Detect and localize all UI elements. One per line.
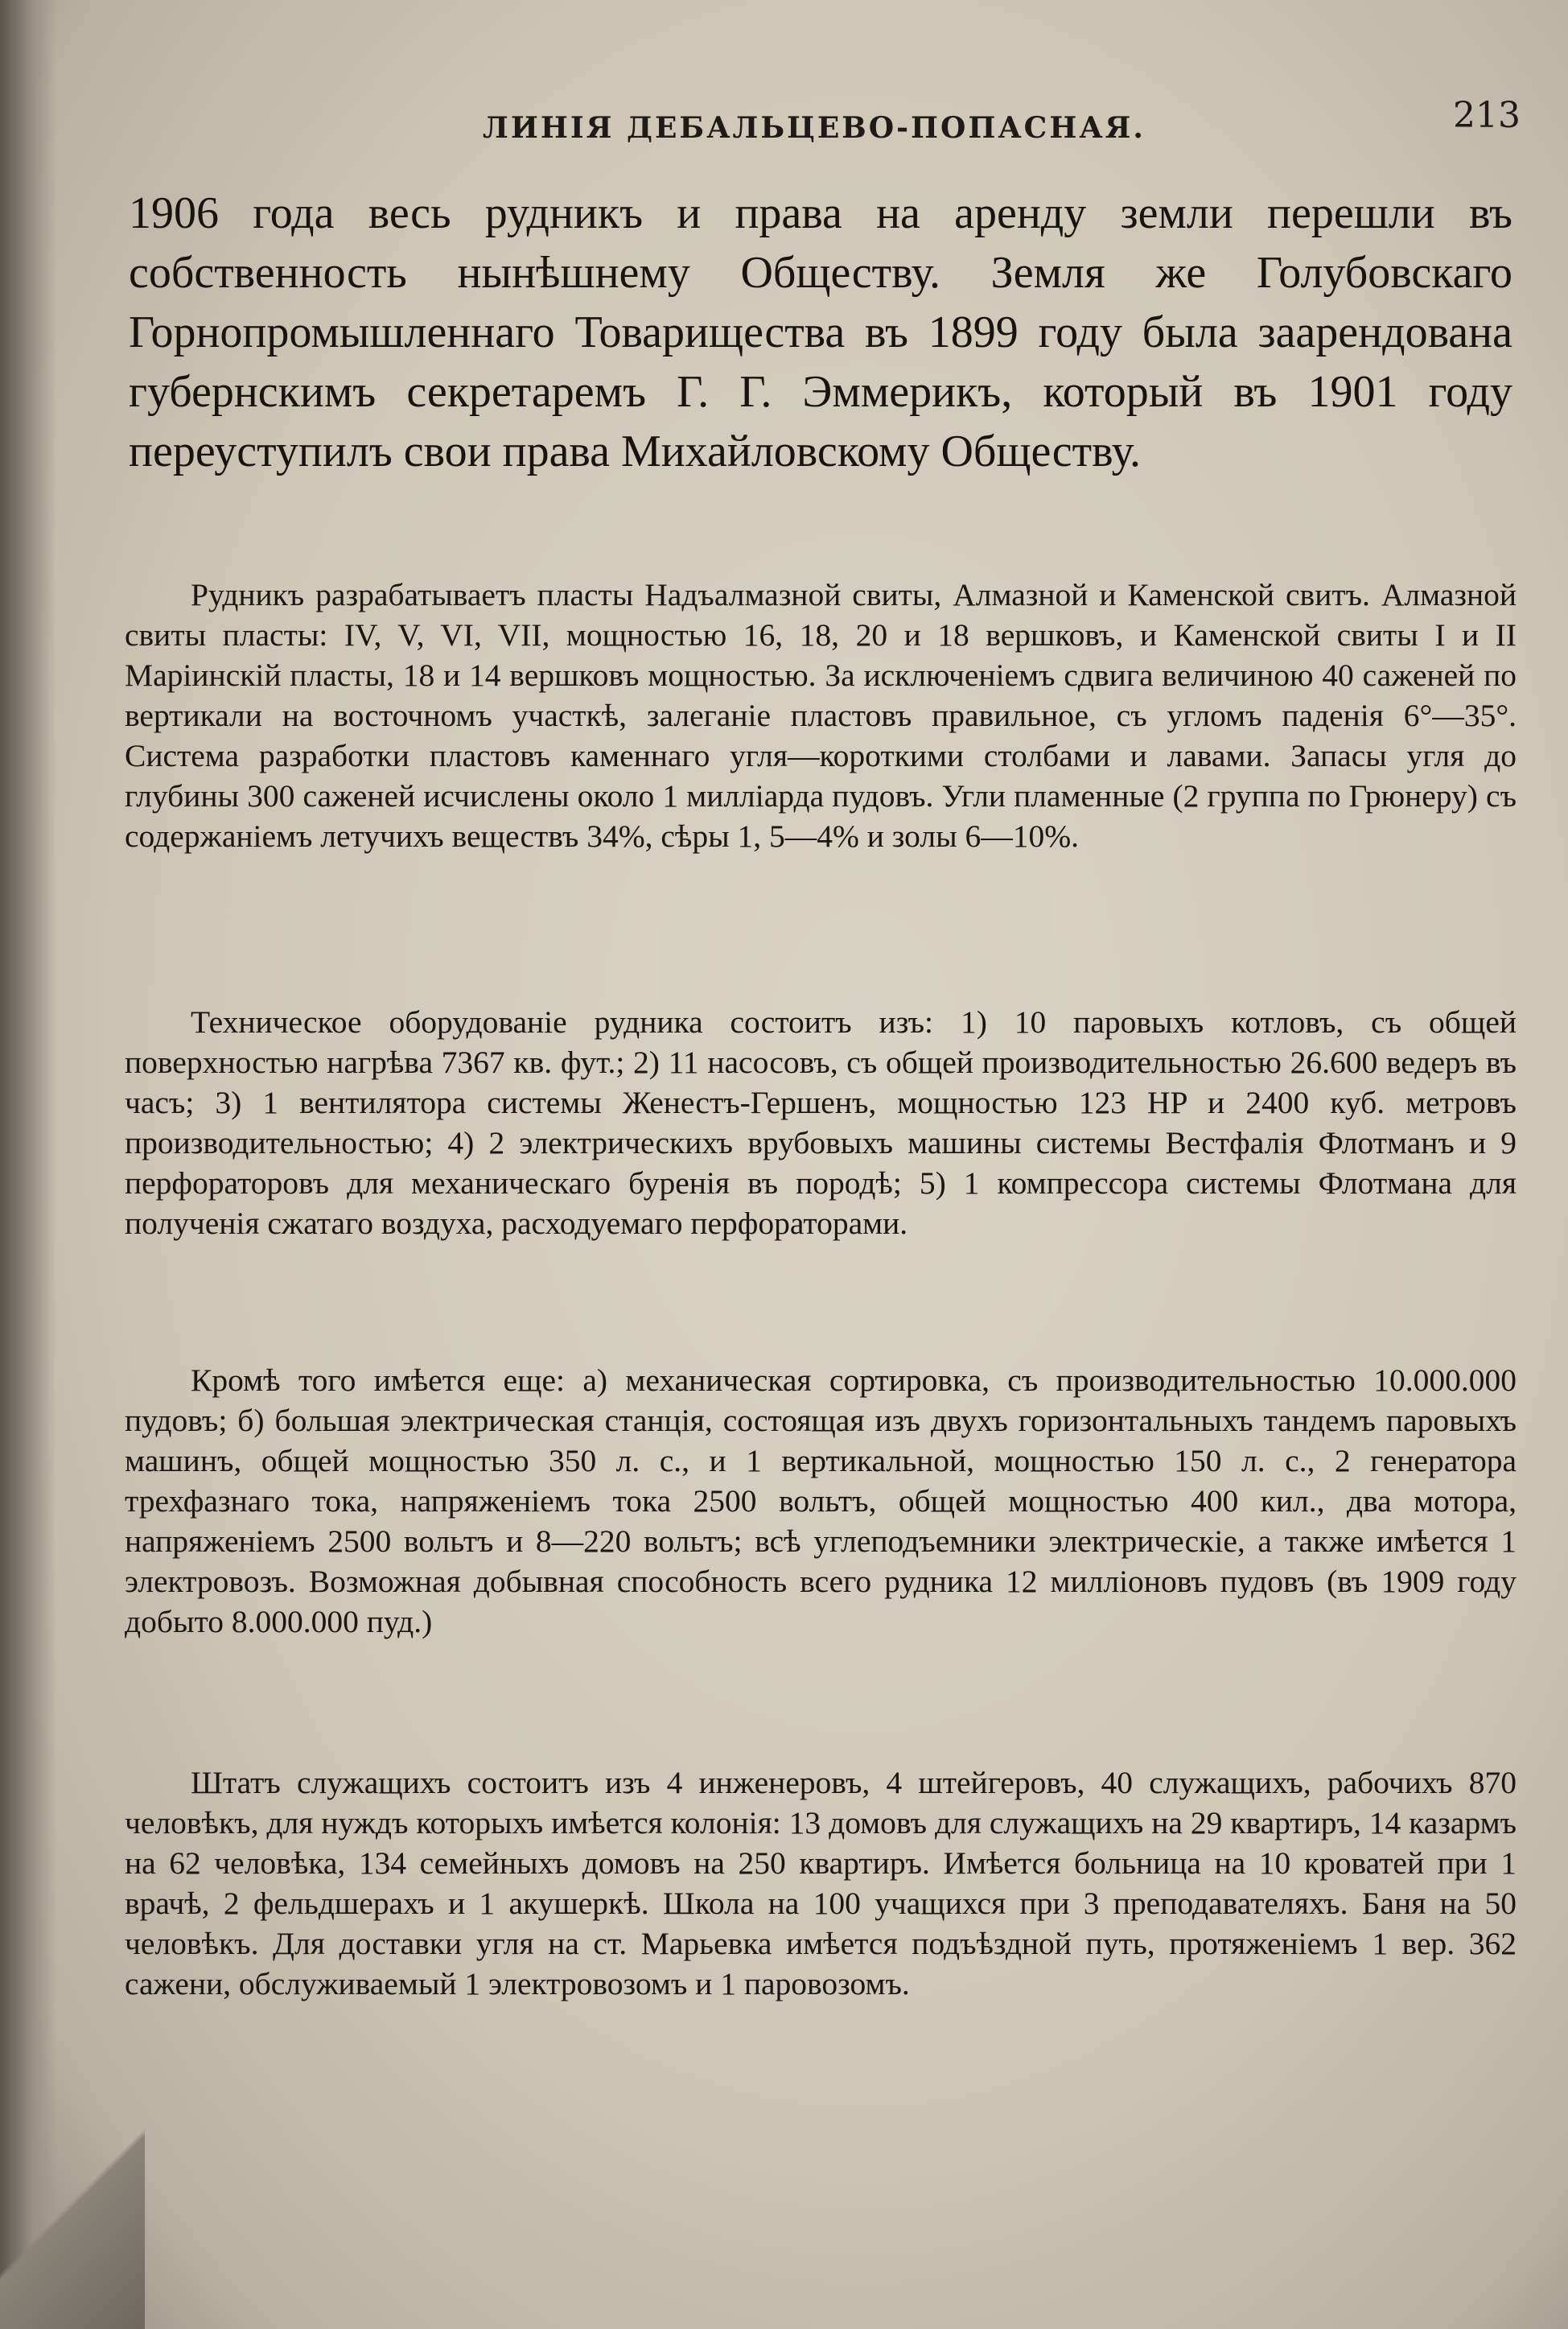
paragraph-power-station: Кромѣ того имѣется еще: а) механическая сортировка, съ производительностью 10.000.000 пудовъ; б) большая электрическая станція, состоящая изъ двухъ горизонтальныхъ тандемъ паровыхъ машинъ, общей мощностью 350 л. с., и 1 вертикальной, мощностью 150 л. с., 2 генератора трехфазнаго тока, напряженіемъ тока 2500 вольтъ, общей мощностью 400 кил., два мотора, напряженіемъ 2500 вольтъ и 8—220 вольтъ; всѣ углеподъемники электрическіе, а также имѣется 1 электровозъ. Возможная добывная способность всего рудника 12 миллiоновъ пудовъ (въ 1909 году добыто 8.000.000 пуд.) — [125, 1362, 1517, 1639]
binding-shadow — [0, 0, 56, 2329]
lead-paragraph: 1906 года весь рудникъ и права на аренду земли перешли въ собственность нынѣшнему Обществу. Земля же Голубовскаго Горнопромышленнаго Товарищества въ 1899 году была заарендована губернскимъ секретаремъ Г. Г. Эммерикъ, который въ 1901 году переуступилъ свои права Михайловскому Обществу. — [129, 188, 1512, 476]
page-corner — [0, 2088, 145, 2329]
paragraph-staff: Штатъ служащихъ состоитъ изъ 4 инженеровъ, 4 штейгеровъ, 40 служащихъ, рабочихъ 870 человѣкъ, для нуждъ которыхъ имѣется колонія: 13 домовъ для служащихъ на 29 квартиръ, 14 казармъ на 62 человѣка, 134 семейныхъ домовъ на 250 квартиръ. Имѣется больница на 10 кроватей при 1 врачѣ, 2 фельдшерахъ и 1 акушеркѣ. Школа на 100 учащихся при 3 преподавателяхъ. Баня на 50 человѣкъ. Для доставки угля на ст. Марьевка имѣется подъѣздной путь, протяженіемъ 1 вер. 362 сажени, обслуживаемый 1 электровозомъ и 1 паровозомъ. — [125, 1765, 1517, 2001]
running-title: ЛИНІЯ ДЕБАЛЬЦЕВО-ПОПАСНАЯ. — [483, 111, 1146, 145]
paragraph-mining-seams: Рудникъ разрабатываетъ пласты Надъалмазной свиты, Алмазной и Каменской свитъ. Алмазной свиты пласты: IV, V, VI, VII, мощностью 16, 18, 20 и 18 вершковъ, и Каменской свиты I и II Маріинскій пласты, 18 и 14 вершковъ мощностью. За исключеніемъ сдвига величиною 40 саженей по вертикали на восточномъ участкѣ, залеганіе пластовъ правильное, съ угломъ паденія 6°—35°. Система разработки пластовъ каменнаго угля—короткими столбами и лавами. Запасы угля до глубины 300 саженей исчислены около 1 миллiарда пудовъ. Угли пламенные (2 группа по Грюнеру) съ содержаніемъ летучихъ веществъ 34%, сѣры 1, 5—4% и золы 6—10%. — [125, 577, 1517, 854]
page-number: 213 — [1453, 95, 1521, 136]
paragraph-equipment: Техническое оборудованіе рудника состоитъ изъ: 1) 10 паровыхъ котловъ, съ общей поверхностью нагрѣва 7367 кв. фут.; 2) 11 насосовъ, съ общей производительностью 26.600 ведеръ въ часъ; 3) 1 вентилятора системы Женестъ-Гершенъ, мощностью 123 HP и 2400 куб. метровъ производительностью; 4) 2 электрическихъ врубовыхъ машины системы Вестфалія Флотманъ и 9 перфораторовъ для механическаго буренія въ породѣ; 5) 1 компрессора системы Флотмана для полученія сжатаго воздуха, расходуемаго перфораторами. — [125, 1004, 1517, 1241]
